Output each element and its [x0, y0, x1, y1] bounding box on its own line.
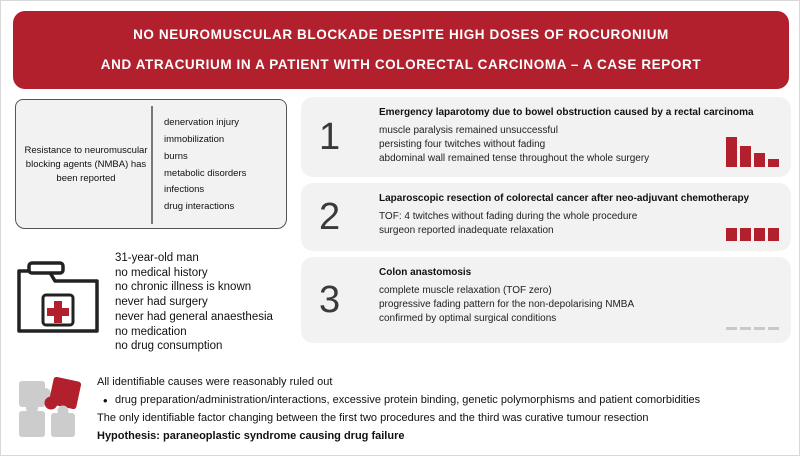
conclusion-bullet: • drug preparation/administration/interactions, excessive protein binding, genetic polymorphisms and patient comorbidities — [97, 393, 797, 409]
book-left-page-text: Resistance to neuromuscular blocking agents (NMBA) has been reported — [24, 145, 148, 184]
case-detail-line: confirmed by optimal surgical conditions — [379, 313, 557, 324]
patient-history-block — [13, 251, 303, 361]
book-right-page — [158, 108, 282, 222]
tof-bar — [740, 327, 751, 330]
background-literature-block — [15, 99, 287, 229]
tof-bar — [768, 228, 779, 241]
tof-bar — [726, 327, 737, 330]
patient-line: 31-year-old man — [115, 252, 199, 264]
case-number: 2 — [319, 196, 341, 238]
book-cause-item: denervation injury — [164, 117, 239, 129]
tof-twitch-graphic-1 — [726, 133, 779, 167]
case-number: 3 — [319, 279, 341, 321]
tof-bar — [768, 159, 779, 167]
tof-twitch-graphic-2 — [726, 207, 779, 241]
book-cause-item: infections — [164, 184, 205, 196]
case-detail-line: complete muscle relaxation (TOF zero) — [379, 285, 552, 296]
case-detail-line: abdominal wall remained tense throughout the whole surgery — [379, 153, 650, 164]
tof-bar — [754, 228, 765, 241]
poster-title-banner — [13, 11, 789, 89]
tof-bar — [754, 327, 765, 330]
tof-twitch-graphic-3 — [726, 323, 779, 333]
book-left-page — [24, 108, 148, 222]
patient-history-text — [115, 251, 315, 354]
case-detail-line: muscle paralysis remained unsuccessful — [379, 125, 558, 136]
case-card-3 — [301, 257, 791, 343]
tof-bar — [754, 153, 765, 167]
patient-line: no drug consumption — [115, 340, 223, 353]
tof-bar — [740, 146, 751, 167]
conclusion-line-1: All identifiable causes were reasonably ruled out — [97, 376, 333, 388]
case-detail-line: persisting four twitches without fading — [379, 139, 546, 150]
book-cause-item: drug interactions — [164, 201, 235, 213]
patient-line: no medication — [115, 325, 187, 338]
poster-title-line-1: NO NEUROMUSCULAR BLOCKADE DESPITE HIGH DOSES OF ROCURONIUM — [133, 27, 669, 43]
case-title: Laparoscopic resection of colorectal cancer after neo-adjuvant chemotherapy — [379, 193, 750, 204]
poster-title-line-2: AND ATRACURIUM IN A PATIENT WITH COLORECTAL CARCINOMA – A CASE REPORT — [100, 56, 702, 72]
case-number: 1 — [319, 116, 341, 158]
case-detail-line: progressive fading pattern for the non-depolarising NMBA — [379, 299, 635, 310]
medical-folder-icon — [15, 257, 101, 337]
case-title: Emergency laparotomy due to bowel obstruction caused by a rectal carcinoma — [379, 107, 754, 118]
patient-line: never had general anaesthesia — [115, 310, 273, 323]
case-detail-line: TOF: 4 twitches without fading during the whole procedure — [379, 211, 638, 222]
case-card-1 — [301, 97, 791, 177]
tof-bar — [768, 327, 779, 330]
tof-bar — [740, 228, 751, 241]
puzzle-pieces-icon — [11, 373, 103, 445]
tof-bar — [726, 137, 737, 167]
case-detail-line: surgeon reported inadequate relaxation — [379, 225, 554, 236]
patient-line: never had surgery — [115, 296, 208, 309]
conclusion-hypothesis: Hypothesis: paraneoplastic syndrome causing drug failure — [97, 429, 405, 442]
tof-bar — [726, 228, 737, 241]
case-body — [379, 192, 779, 238]
book-cause-item: immobilization — [164, 133, 225, 145]
conclusion-block — [97, 375, 797, 442]
book-cause-item: metabolic disorders — [164, 167, 247, 179]
patient-line: no chronic illness is known — [115, 281, 252, 294]
case-title: Colon anastomosis — [379, 267, 472, 278]
case-body — [379, 266, 779, 326]
patient-line: no medical history — [115, 266, 208, 279]
book-cause-item: burns — [164, 150, 188, 162]
open-book-icon — [15, 99, 287, 229]
case-body — [379, 106, 779, 166]
conclusion-line-2: The only identifiable factor changing between the first two procedures and the third was curative tumour resection — [97, 411, 649, 424]
case-card-2 — [301, 183, 791, 251]
